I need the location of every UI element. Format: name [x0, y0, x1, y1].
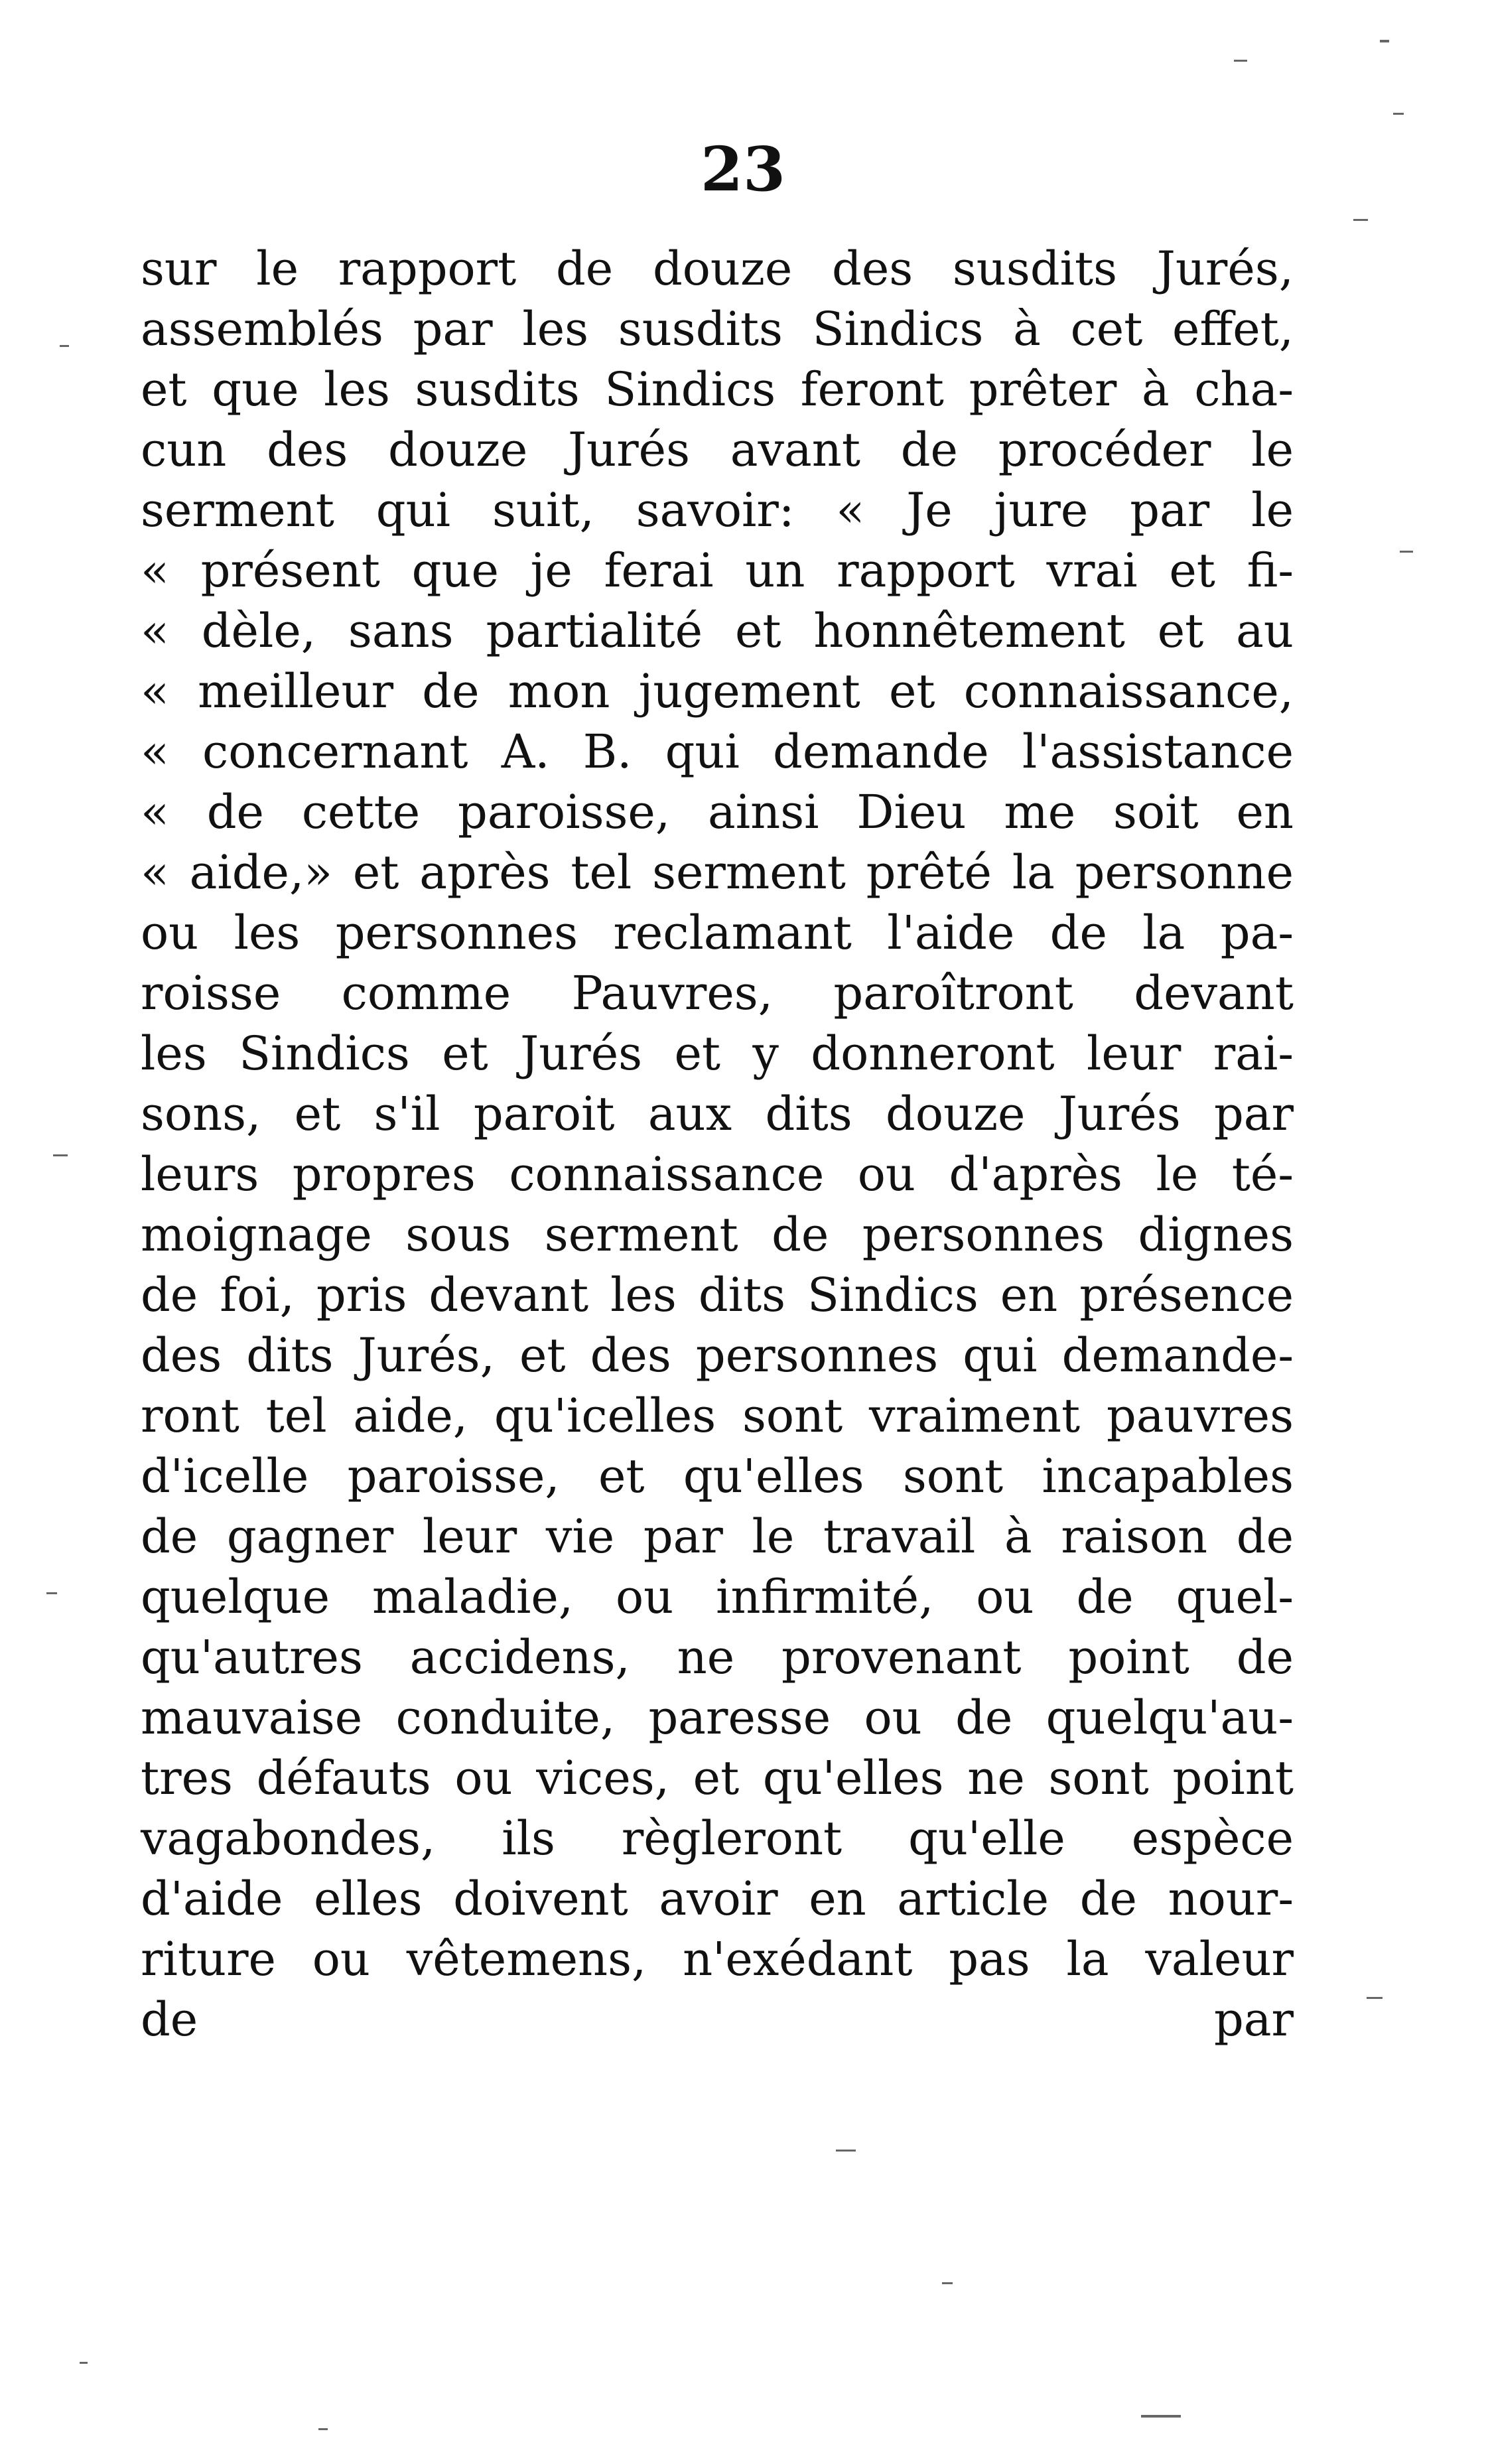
text-line: « présent que je ferai un rapport vrai et fi- — [141, 543, 1294, 598]
text-line: et que les susdits Sindics feront prêter à cha- — [141, 362, 1294, 417]
speck — [942, 2282, 953, 2284]
text-line: d'icelle paroisse, et qu'elles sont incapables — [141, 1449, 1294, 1503]
final-line-word: de — [141, 1992, 198, 2047]
text-line: moignage sous serment de personnes dignes — [141, 1207, 1294, 1262]
text-line: de gagner leur vie par le travail à raison de — [141, 1509, 1294, 1564]
speck — [1367, 1997, 1383, 1999]
text-line: leurs propres connaissance ou d'après le té- — [141, 1147, 1294, 1201]
catchword: par — [1213, 1992, 1294, 2047]
text-line: quelque maladie, ou infirmité, ou de quel- — [141, 1570, 1294, 1624]
text-line: sur le rapport de douze des susdits Jurés, — [141, 241, 1294, 296]
text-line: cun des douze Jurés avant de procéder le — [141, 423, 1294, 477]
text-line: serment qui suit, savoir: « Je jure par le — [141, 483, 1294, 537]
text-line: ront tel aide, qu'icelles sont vraiment pauvres — [141, 1389, 1294, 1443]
text-line: qu'autres accidens, ne provenant point de — [141, 1630, 1294, 1684]
body-text — [141, 239, 1294, 2050]
speck — [1234, 60, 1247, 62]
speck — [1393, 113, 1404, 115]
text-line: assemblés par les susdits Sindics à cet effet, — [141, 302, 1294, 356]
text-line: mauvaise conduite, paresse ou de quelqu'au- — [141, 1690, 1294, 1745]
text-line: vagabondes, ils règleront qu'elle espèce — [141, 1811, 1294, 1866]
text-line: « de cette paroisse, ainsi Dieu me soit en — [141, 785, 1294, 839]
speck — [53, 1154, 68, 1156]
final-line — [141, 1990, 1294, 2050]
text-line: d'aide elles doivent avoir en article de nour- — [141, 1872, 1294, 1926]
text-line: sons, et s'il paroit aux dits douze Jurés par — [141, 1087, 1294, 1141]
text-line: « concernant A. B. qui demande l'assistance — [141, 724, 1294, 779]
speck — [1353, 219, 1368, 221]
text-line: des dits Jurés, et des personnes qui demande- — [141, 1328, 1294, 1383]
text-line: « dèle, sans partialité et honnêtement et au — [141, 604, 1294, 658]
speck — [1400, 551, 1413, 553]
speck — [318, 2428, 328, 2430]
speck — [1380, 40, 1389, 42]
text-line: les Sindics et Jurés et y donneront leur rai- — [141, 1026, 1294, 1081]
text-line: « aide,» et après tel serment prêté la personne — [141, 845, 1294, 900]
speck — [836, 2150, 856, 2152]
text-line: ou les personnes reclamant l'aide de la pa- — [141, 906, 1294, 960]
text-line: de foi, pris devant les dits Sindics en présence — [141, 1268, 1294, 1322]
speck — [60, 345, 69, 347]
page-number: 23 — [700, 133, 786, 205]
text-line: riture ou vêtemens, n'exédant pas la valeur — [141, 1932, 1294, 1986]
speck — [46, 1592, 57, 1594]
text-line: « meilleur de mon jugement et connaissance, — [141, 664, 1294, 719]
speck — [80, 2362, 88, 2364]
text-line: tres défauts ou vices, et qu'elles ne sont point — [141, 1751, 1294, 1805]
speck — [1141, 2415, 1181, 2418]
text-line: roisse comme Pauvres, paroîtront devant — [141, 966, 1294, 1020]
